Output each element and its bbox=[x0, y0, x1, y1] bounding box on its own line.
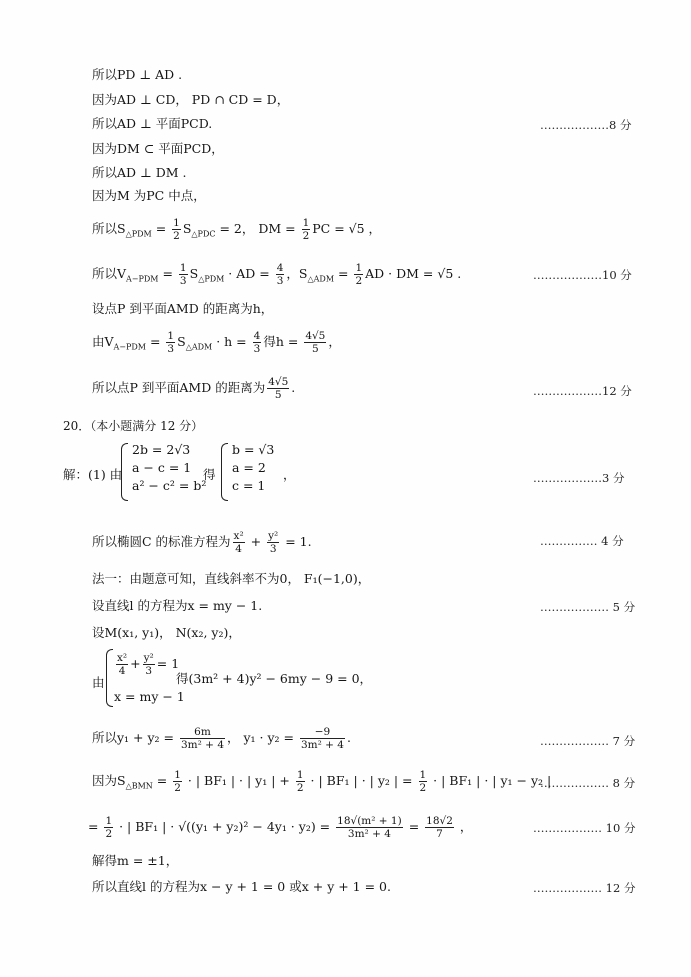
proof-line-9: 设点P 到平面AMD 的距离为h， bbox=[92, 301, 274, 316]
proof-line-3: 所以AD ⊥ 平面PCD. bbox=[92, 116, 213, 131]
you-label: 由 bbox=[92, 675, 105, 690]
system-tail: ， bbox=[283, 467, 296, 482]
equation-system-1: 2b = 2√3 a − c = 1 a² − c² = b² bbox=[132, 442, 207, 493]
score-5: ……………… 5 分 bbox=[540, 600, 636, 614]
score-8: ………………8 分 bbox=[540, 118, 632, 132]
equation-system-2: b = √3 a = 2 c = 1 bbox=[232, 442, 275, 493]
score-8-b: ……………… 8 分 bbox=[540, 776, 636, 790]
line-equation: 设直线l 的方程为x = my − 1. bbox=[92, 598, 263, 613]
proof-line-1: 所以PD ⊥ AD . bbox=[92, 67, 183, 82]
score-12-b: ……………… 12 分 bbox=[533, 881, 636, 895]
score-12-a: ………………12 分 bbox=[533, 384, 632, 398]
question-20-heading: 20．（本小题满分 12 分） bbox=[63, 419, 204, 433]
points-line: 设M(x₁, y₁)， N(x₂, y₂)， bbox=[92, 625, 241, 640]
score-3: ………………3 分 bbox=[533, 471, 625, 485]
method-one-line: 法一：由题意可知，直线斜率不为0， F₁(−1,0)， bbox=[92, 571, 371, 586]
ellipse-equation: 所以椭圆C 的标准方程为 $\frac{\text{x²}}{4}$ + $\frac{\text{y²}}{3}$ = 1. bbox=[92, 530, 312, 555]
system-3-row-2: x = my − 1 bbox=[114, 689, 185, 704]
vieta-line: 所以y₁ + y₂ = $\frac{6m}{\text{3m² + 4}}$ ， y₁ · y₂ = $\frac{-9}{\text{3m² + 4}}$ . bbox=[92, 726, 351, 751]
score-7: ……………… 7 分 bbox=[540, 734, 636, 748]
final-line-equation: 所以直线l 的方程为x − y + 1 = 0 或x + y + 1 = 0. bbox=[92, 879, 391, 894]
proof-line-2: 因为AD ⊥ CD， PD ∩ CD = D， bbox=[92, 92, 290, 107]
quadratic-result: 得(3m² + 4)y² − 6my − 9 = 0， bbox=[176, 671, 373, 686]
proof-line-5: 所以AD ⊥ DM . bbox=[92, 165, 187, 180]
volume-line: 所以$V_{A-PDM}$ = $\frac{1}{3}$ $S_{\triangle PDM}$ · AD = $\frac{4}{3}$ ，$S_{\triangle ADM}$ = $\frac{1}{2}$ AD · DM = √5 . bbox=[92, 262, 462, 287]
solve-m-line: 解得m = ±1， bbox=[92, 853, 179, 868]
proof-line-6: 因为M 为PC 中点， bbox=[92, 188, 206, 203]
proof-line-4: 因为DM ⊂ 平面PCD， bbox=[92, 141, 224, 156]
distance-conclusion: 所以点P 到平面AMD 的距离为 $\frac{4√5}{5}$ . bbox=[92, 376, 296, 401]
score-10: ………………10 分 bbox=[533, 268, 632, 282]
area-line: 所以$S_{\triangle PDM}$ = $\frac{1}{2}$ $S_{\triangle PDC} = 2$， DM = $\frac{1}{2}$ PC = √5 ， bbox=[92, 217, 382, 242]
solution-label: 解：(1) 由 bbox=[63, 467, 123, 482]
distance-line: 由$V_{A-PDM}$ = $\frac{1}{3}$ $S_{\triangle ADM} \cdot h$ = $\frac{4}{3}$ 得h = $\frac{4√5}{5}$ ， bbox=[92, 330, 341, 355]
score-10-b: ……………… 10 分 bbox=[533, 821, 636, 835]
area-value-line: = $\frac{1}{2}$ · | BF₁ | · √((y₁ + y₂)² − 4y₁ · y₂) = $\frac{\text{18√(m² + 1)}}{\text{3m² + 4}}$ = $\frac{18√2}{7}$ ， bbox=[88, 815, 473, 840]
score-4: …………… 4 分 bbox=[540, 534, 624, 548]
triangle-area-line: 因为$S_{\triangle BMN}$ = $\frac{1}{2}$ · | BF₁ | · | y₁ | + $\frac{1}{2}$ · | BF₁ | · | y₂ | = $\frac{1}{2}$ · | BF₁ | · | y₁ − y₂ | bbox=[92, 769, 552, 794]
system-brace-3 bbox=[106, 649, 113, 707]
system-brace-1 bbox=[121, 443, 128, 501]
system-brace-2 bbox=[221, 443, 228, 501]
system-3-row-1: $\frac{\text{x²}}{4}$ + $\frac{\text{y²}}{3}$ = 1 bbox=[117, 652, 180, 677]
de-label: 得 bbox=[203, 467, 216, 482]
